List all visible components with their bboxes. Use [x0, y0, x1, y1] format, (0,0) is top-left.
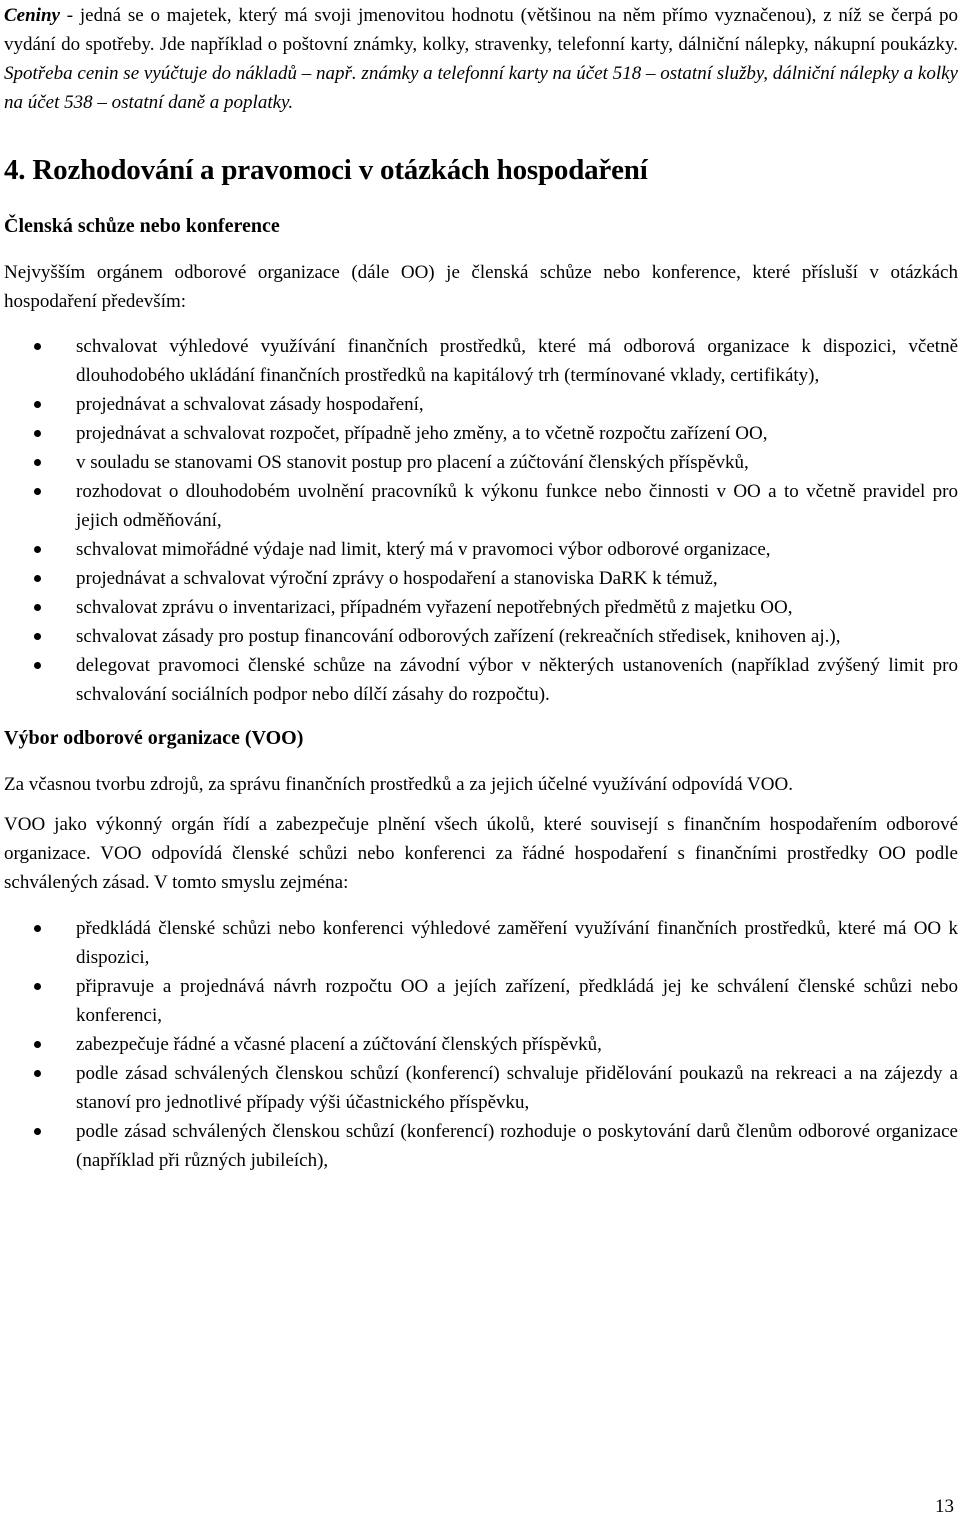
bullet-icon: [34, 546, 41, 553]
intro-text-a: - jedná se o majetek, který má svoji jmenovitou hodnotu (většinou na něm přímo vyznačenou), z níž se čerpá po vydání do spotřeby. Jde například o poštovní známky, kolky, stravenky, telefonní karty, dálniční nálepky, nákupní poukázky.: [4, 5, 958, 55]
bullet-icon: [34, 604, 41, 611]
list-item-text: delegovat pravomoci členské schůze na závodní výbor v některých ustanoveních (například zvýšený limit pro schvalování sociálních podpor nebo dílčí zásahy do rozpočtu).: [76, 655, 958, 705]
bullet-icon: [34, 488, 41, 495]
list-item-text: podle zásad schválených členskou schůzí (konferencí) schvaluje přidělování poukazů na rekreaci a na zájezdy a stanoví pro jednotlivé případy výši účastnického příspěvku,: [76, 1063, 958, 1113]
list-item: [4, 593, 958, 622]
list-item: [4, 448, 958, 477]
intro-paragraph: [4, 1, 958, 117]
list-item-text: v souladu se stanovami OS stanovit postup pro placení a zúčtování členských příspěvků,: [76, 452, 749, 473]
subsection2-paragraph-1: Za včasnou tvorbu zdrojů, za správu finančních prostředků a za jejich účelné využívání odpovídá VOO.: [4, 774, 793, 795]
list-item: [4, 1030, 958, 1059]
list-item-text: schvalovat zprávu o inventarizaci, případném vyřazení nepotřebných předmětů z majetku OO,: [76, 597, 793, 618]
bullet-icon: [34, 401, 41, 408]
list-item: [4, 332, 958, 390]
list-item: [4, 477, 958, 535]
list-item-text: projednávat a schvalovat rozpočet, případně jeho změny, a to včetně rozpočtu zařízení OO,: [76, 423, 768, 444]
list-item-text: schvalovat výhledové využívání finančních prostředků, které má odborová organizace k dispozici, včetně dlouhodobého ukládání finančních prostředků na kapitálový trh (termínované vklady, certifikáty),: [76, 336, 958, 386]
list-item: [4, 535, 958, 564]
bullet-icon: [34, 430, 41, 437]
list-item: [4, 1059, 958, 1117]
subsection-title-voo: Výbor odborové organizace (VOO): [4, 727, 304, 749]
list-item: [4, 564, 958, 593]
bullet-icon: [34, 1041, 41, 1048]
term-ceniny: Ceniny: [4, 5, 60, 26]
list-item-text: předkládá členské schůzi nebo konferenci výhledové zaměření využívání finančních prostředků, které má OO k dispozici,: [76, 918, 958, 968]
list-item: [4, 419, 958, 448]
list-item: [4, 651, 958, 709]
intro-text-b: Spotřeba cenin se vyúčtuje do nákladů – např. známky a telefonní karty na účet 518 – ostatní služby, dálniční nálepky a kolky na účet 538 – ostatní daně a poplatky.: [4, 63, 958, 113]
subsection2-bullet-list: [4, 914, 958, 1175]
bullet-icon: [34, 633, 41, 640]
list-item-text: rozhodovat o dlouhodobém uvolnění pracovníků k výkonu funkce nebo činnosti v OO a to včetně pravidel pro jejich odměňování,: [76, 481, 958, 531]
list-item-text: schvalovat mimořádné výdaje nad limit, který má v pravomoci výbor odborové organizace,: [76, 539, 771, 560]
bullet-icon: [34, 1128, 41, 1135]
subsection1-paragraph: Nejvyšším orgánem odborové organizace (dále OO) je členská schůze nebo konference, které přísluší v otázkách hospodaření především:: [4, 262, 958, 312]
list-item-text: zabezpečuje řádné a včasné placení a zúčtování členských příspěvků,: [76, 1034, 602, 1055]
list-item: [4, 1117, 958, 1175]
list-item: [4, 972, 958, 1030]
list-item-text: projednávat a schvalovat zásady hospodaření,: [76, 394, 424, 415]
bullet-icon: [34, 575, 41, 582]
bullet-icon: [34, 662, 41, 669]
bullet-icon: [34, 343, 41, 350]
document-page: [4, 0, 958, 1175]
section-title: 4. Rozhodování a pravomoci v otázkách hospodaření: [4, 154, 648, 186]
bullet-icon: [34, 983, 41, 990]
subsection2-paragraph-2: VOO jako výkonný orgán řídí a zabezpečuje plnění všech úkolů, které souvisejí s finančním hospodařením odborové organizace. VOO odpovídá členské schůzi nebo konferenci za řádné hospodaření s finančními prostředky OO podle schválených zásad. V tomto smyslu zejména:: [4, 814, 958, 893]
subsection-title-clenska-schuze: Členská schůze nebo konference: [4, 215, 280, 237]
list-item: [4, 390, 958, 419]
bullet-icon: [34, 459, 41, 466]
list-item-text: projednávat a schvalovat výroční zprávy o hospodaření a stanoviska DaRK k témuž,: [76, 568, 718, 589]
bullet-icon: [34, 1070, 41, 1077]
subsection1-bullet-list: [4, 332, 958, 709]
list-item-text: připravuje a projednává návrh rozpočtu OO a jejích zařízení, předkládá jej ke schválení členské schůzi nebo konferenci,: [76, 976, 958, 1026]
list-item-text: podle zásad schválených členskou schůzí (konferencí) rozhoduje o poskytování darů členům odborové organizace (například při různých jubileích),: [76, 1121, 958, 1171]
list-item-text: schvalovat zásady pro postup financování odborových zařízení (rekreačních středisek, knihoven aj.),: [76, 626, 841, 647]
bullet-icon: [34, 925, 41, 932]
page-number: 13: [935, 1496, 954, 1517]
list-item: [4, 622, 958, 651]
list-item: [4, 914, 958, 972]
